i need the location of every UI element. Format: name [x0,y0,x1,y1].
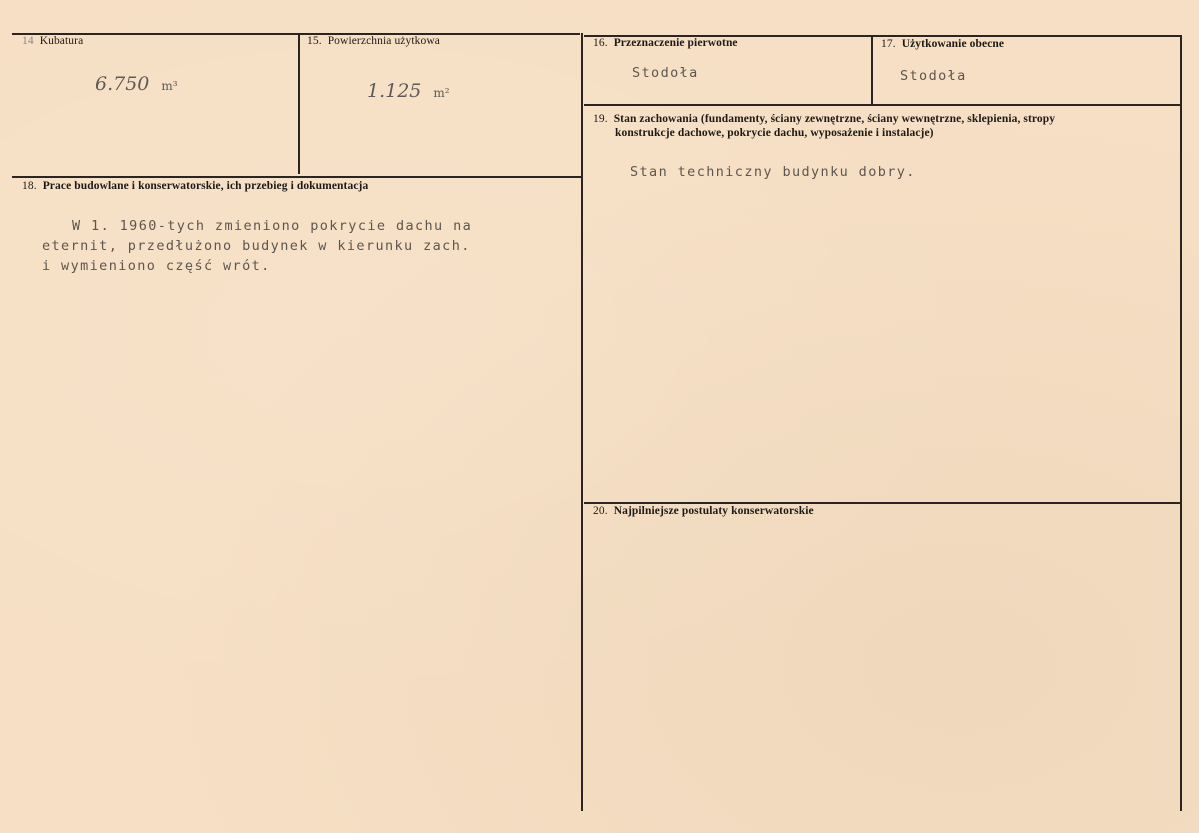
postulaty-label-text: Najpilniejsze postulaty konserwatorskie [613,505,814,517]
uzytkowanie-number: 17. [881,38,896,50]
stan-value: Stan techniczny budynku dobry. [630,164,916,180]
stan-label-line1 [593,113,1055,125]
prace-line-2: eternit, przedłużono budynek w kierunku zach. [42,238,471,254]
przeznaczenie-label [593,37,738,49]
kubatura-value-number: 6.750 [95,73,150,95]
powierzchnia-number: 15. [307,35,322,47]
rule-above-18 [12,176,582,178]
right-border [1180,35,1182,811]
postulaty-number: 20. [593,505,608,517]
kubatura-number: 14 [22,35,34,47]
postulaty-label [593,505,814,517]
top-rule-left [12,33,580,35]
uzytkowanie-value: Stodoła [900,68,967,84]
przeznaczenie-value: Stodoła [632,65,699,81]
divider-kubatura-powierzchnia [298,34,300,174]
prace-label [22,180,368,192]
kubatura-label-text: Kubatura [39,35,84,47]
kubatura-label [22,35,83,47]
uzytkowanie-label [881,38,1004,50]
kubatura-unit: m³ [161,79,178,93]
stan-number: 19. [593,113,608,125]
prace-number: 18. [22,180,37,192]
prace-line-3: i wymieniono część wrót. [42,258,271,274]
divider-przeznaczenie-uzytkowanie [871,36,873,104]
rule-below-16-17 [584,104,1182,106]
kubatura-value [95,73,178,95]
powierzchnia-value [367,80,450,102]
stan-label-text-1: Stan zachowania (fundamenty, ściany zewnętrzne, ściany wewnętrzne, sklepienia, stropy [613,113,1056,125]
powierzchnia-label [307,35,440,47]
przeznaczenie-number: 16. [593,37,608,49]
uzytkowanie-label-text: Użytkowanie obecne [901,38,1005,50]
powierzchnia-unit: m² [433,86,450,100]
przeznaczenie-label-text: Przeznaczenie pierwotne [613,37,738,49]
prace-label-text: Prace budowlane i konserwatorskie, ich przebieg i dokumentacja [42,180,369,192]
powierzchnia-value-number: 1.125 [367,80,422,102]
rule-above-20 [584,502,1182,504]
stan-label-line2: konstrukcje dachowe, pokrycie dachu, wyposażenie i instalacje) [615,127,934,139]
prace-line-1: W 1. 1960-tych zmieniono pokrycie dachu na [72,218,473,234]
center-divider [581,33,583,811]
powierzchnia-label-text: Powierzchnia użytkowa [327,35,440,47]
